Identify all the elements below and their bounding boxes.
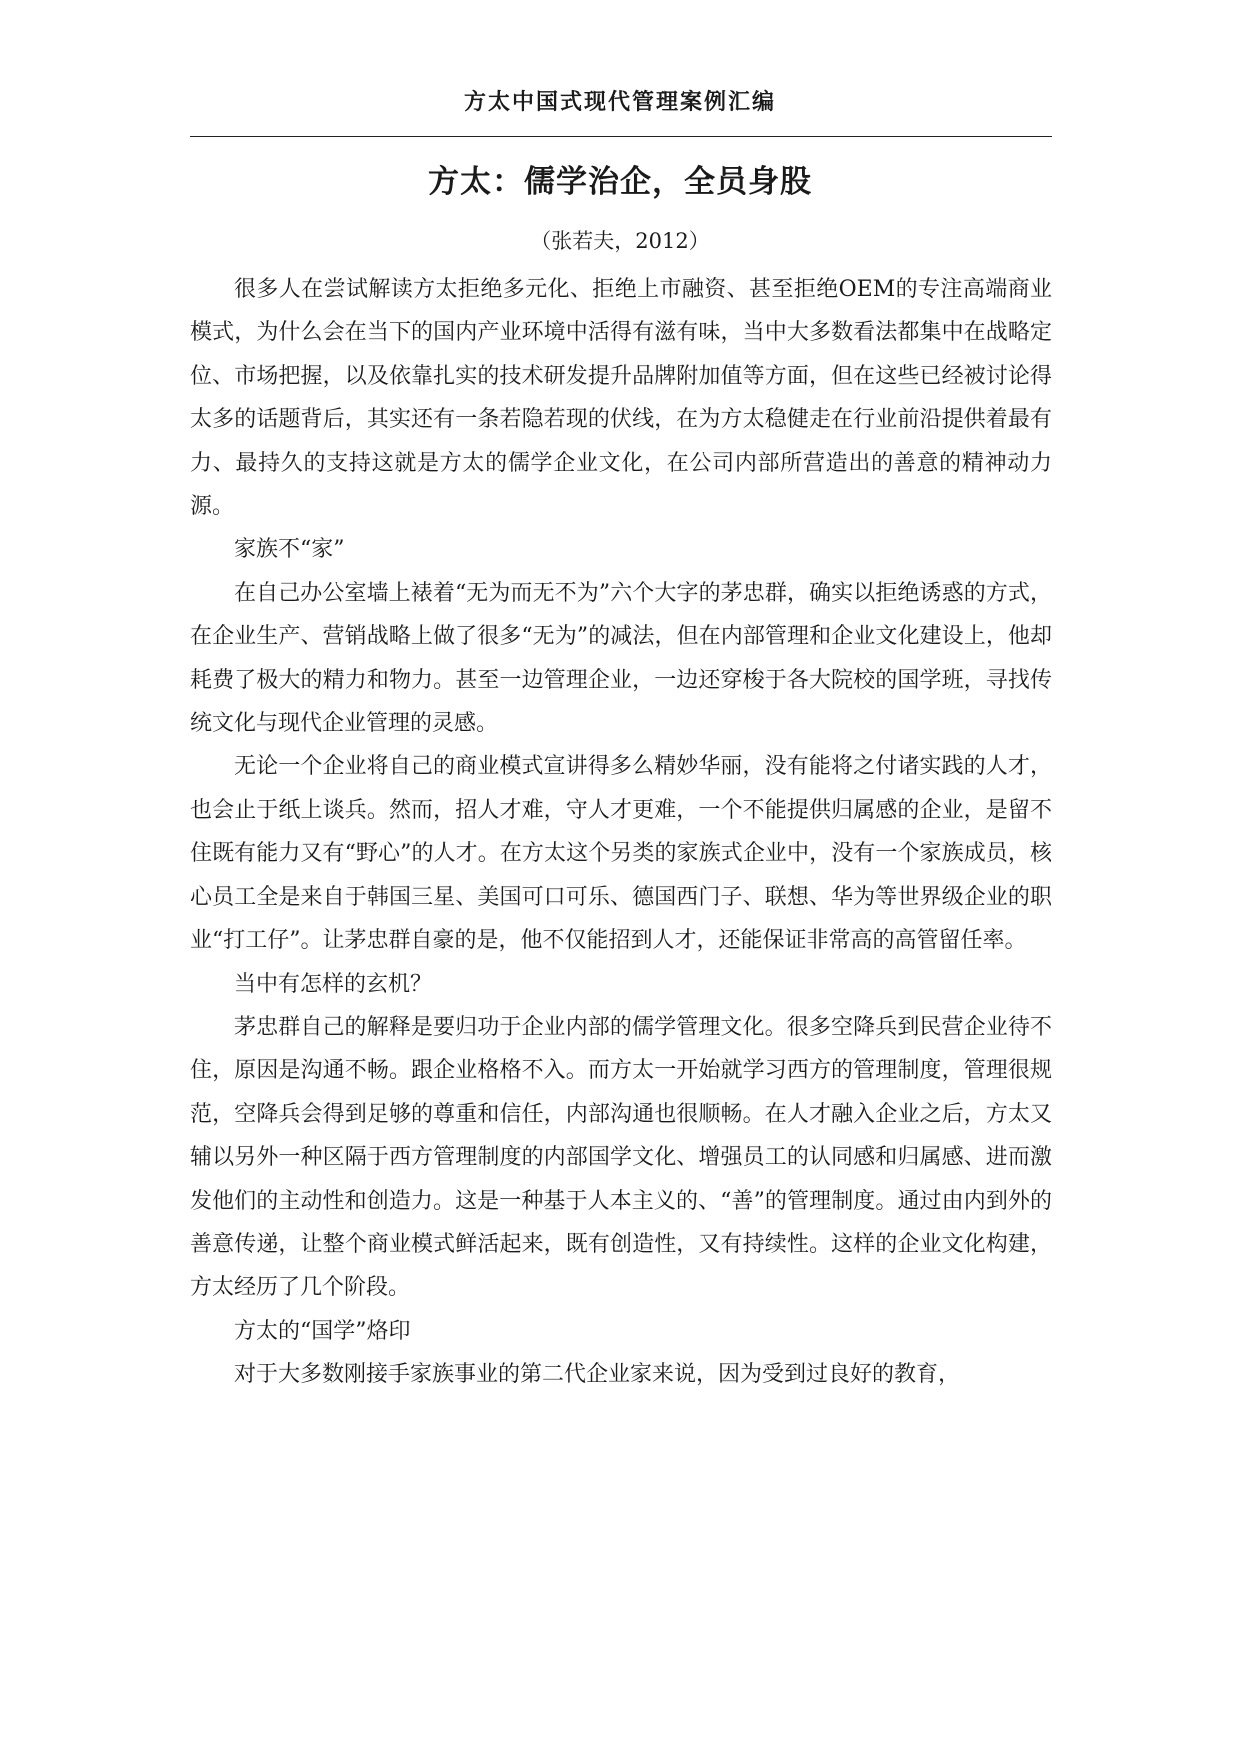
section-heading: 家族不“家” [234, 537, 345, 563]
article-body [190, 268, 1052, 1397]
body-paragraph: 茅忠群自己的解释是要归功于企业内部的儒学管理文化。很多空降兵到民营企业待不住，原因是沟通不畅。跟企业格格不入。而方太一开始就学习西方的管理制度，管理很规范，空降兵会得到足够的尊重和信任，内部沟通也很顺畅。在人才融入企业之后，方太又辅以另外一种区隔于西方管理制度的内部国学文化、增强员工的认同感和归属感、进而激发他们的主动性和创造力。这是一种基于人本主义的、“善”的管理制度。通过由内到外的善意传递，让整个商业模式鲜活起来，既有创造性，又有持续性。这样的企业文化构建，方太经历了几个阶段。 [190, 1014, 1052, 1301]
section-heading: 当中有怎样的玄机？ [234, 971, 433, 997]
article-byline: （张若夫，2012） [530, 229, 710, 253]
article-title: 方太：儒学治企，全员身股 [428, 164, 812, 200]
section-heading: 方太的“国学”烙印 [234, 1318, 411, 1344]
body-paragraph: 无论一个企业将自己的商业模式宣讲得多么精妙华丽，没有能将之付诸实践的人才，也会止于纸上谈兵。然而，招人才难，守人才更难，一个不能提供归属感的企业，是留不住既有能力又有“野心”的人才。在方太这个另类的家族式企业中，没有一个家族成员，核心员工全是来自于韩国三星、美国可口可乐、德国西门子、联想、华为等世界级企业的职业“打工仔”。让茅忠群自豪的是，他不仅能招到人才，还能保证非常高的高管留任率。 [190, 754, 1052, 954]
running-header: 方太中国式现代管理案例汇编 [463, 90, 776, 115]
body-paragraph: 在自己办公室墙上裱着“无为而无不为”六个大字的茅忠群，确实以拒绝诱惑的方式，在企业生产、营销战略上做了很多“无为”的减法，但在内部管理和企业文化建设上，他却耗费了极大的精力和物力。甚至一边管理企业，一边还穿梭于各大院校的国学班，寻找传统文化与现代企业管理的灵感。 [190, 580, 1052, 737]
body-paragraph: 对于大多数刚接手家族事业的第二代企业家来说，因为受到过良好的教育， [234, 1362, 961, 1388]
body-paragraph: 很多人在尝试解读方太拒绝多元化、拒绝上市融资、甚至拒绝OEM的专注高端商业模式，为什么会在当下的国内产业环境中活得有滋有味，当中大多数看法都集中在战略定位、市场把握，以及依靠扎实的技术研发提升品牌附加值等方面，但在这些已经被讨论得太多的话题背后，其实还有一条若隐若现的伏线，在为方太稳健走在行业前沿提供着最有力、最持久的支持这就是方太的儒学企业文化，在公司内部所营造出的善意的精神动力源。 [190, 277, 1052, 520]
header-divider [190, 136, 1052, 137]
